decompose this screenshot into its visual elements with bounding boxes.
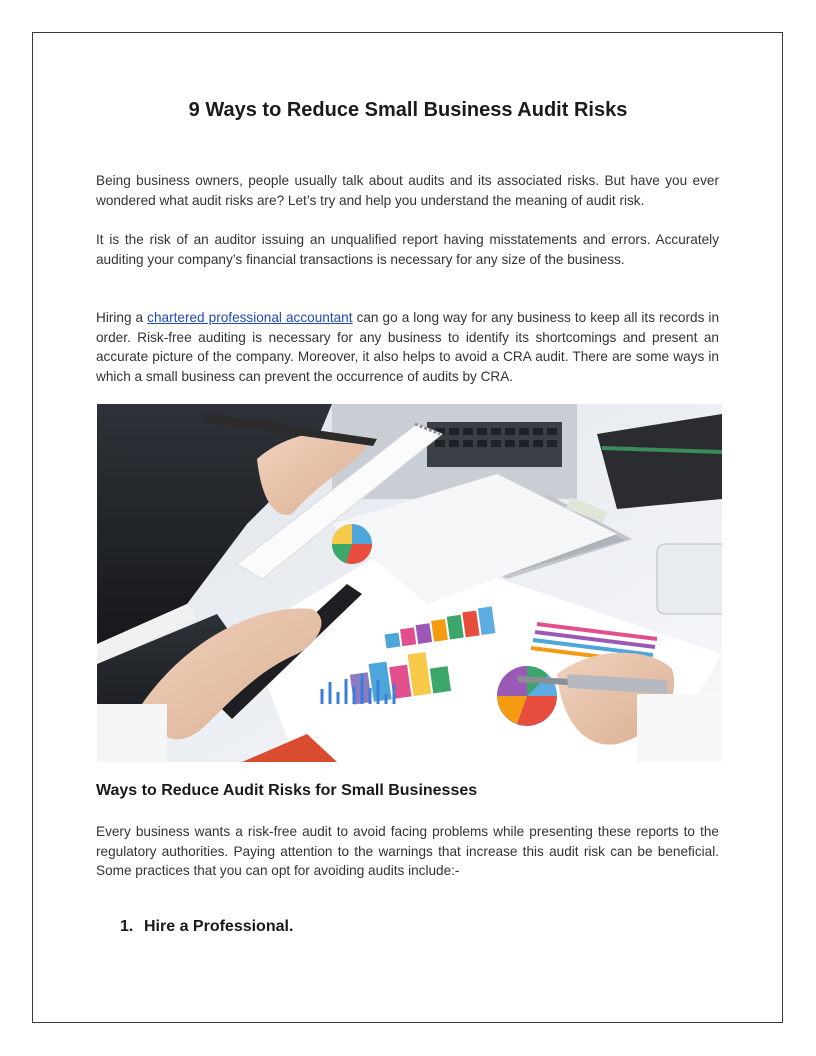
intro-paragraph: Being business owners, people usually talk about audits and its associated risks. But have you ever wondered what audit risks are? Let’s try and help you understand the meaning of audit risk.: [96, 173, 719, 208]
hiring-text-before: Hiring a: [96, 310, 148, 325]
list-item-1-number: 1.: [120, 918, 134, 935]
definition-paragraph: It is the risk of an auditor issuing an unqualified report having misstatements and errors. Accurately auditing your company’s financial transactions is necessary for any size of the business.: [96, 232, 719, 267]
page-title: 9 Ways to Reduce Small Business Audit Risks: [188, 99, 628, 121]
practices-paragraph: Every business wants a risk-free audit to avoid facing problems while presenting these reports to the regulatory authorities. Paying attention to the warnings that increase this audit risk can be beneficial. Some practices that you can opt for avoiding audits include:-: [96, 824, 719, 879]
hiring-paragraph: [96, 308, 719, 386]
list-item-1-label: Hire a Professional.: [144, 918, 294, 935]
accountant-link[interactable]: chartered professional accountant: [147, 310, 353, 325]
section-heading: Ways to Reduce Audit Risks for Small Businesses: [96, 782, 478, 799]
list-item-1: [120, 918, 293, 936]
business-audit-photo: [97, 404, 722, 762]
hiring-text-after: can go a long way for any business to keep all its records in order. Risk-free auditing is necessary for any business to identify its shortcomings and present an accurate picture of the company. Moreover, it also helps to avoid a CRA audit. There are some ways in which a small business can prevent the occurrence of audits by CRA.: [96, 310, 720, 384]
photo-illustration: [97, 404, 722, 762]
